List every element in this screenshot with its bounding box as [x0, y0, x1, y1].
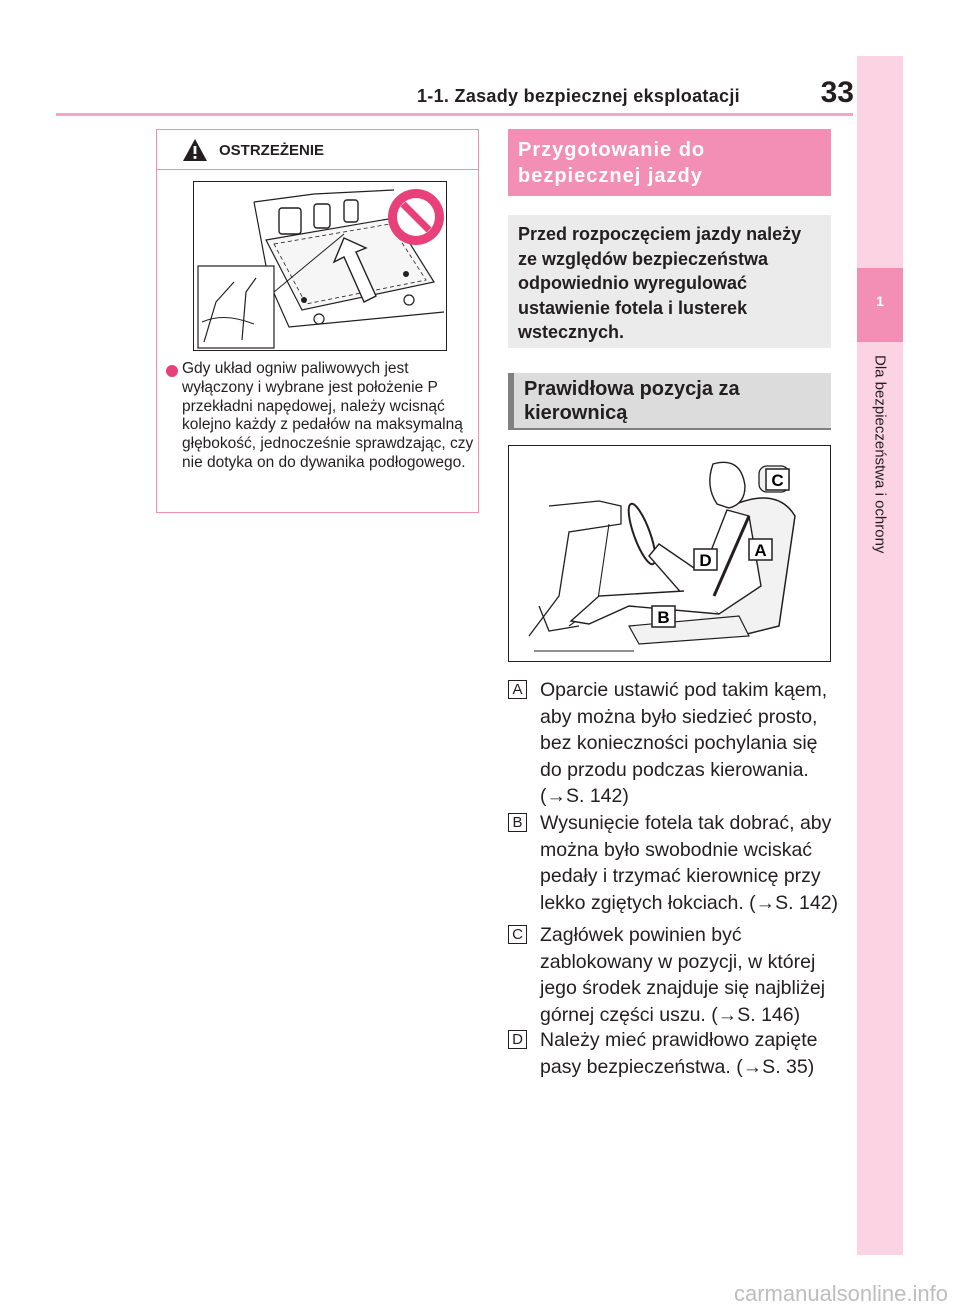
item-text: Wysunięcie fotela tak dobrać, aby można było swobodnie wciskać pedały i trzymać kierownicę przy lekko zgiętych łokciach. (→S. 142) — [540, 812, 839, 914]
item-letter: A — [508, 680, 527, 699]
subsection-heading: Prawidłowa pozycja za kierownicą — [508, 373, 831, 430]
item-letter: C — [508, 925, 527, 944]
item-text: Oparcie ustawić pod takim kąem, aby można było siedzieć prosto, bez konieczności pochylania się do przodu podczas kierowania. (→S. 142) — [540, 679, 828, 807]
warning-box — [156, 129, 479, 513]
chapter-side-strip — [857, 56, 903, 1255]
warning-header — [157, 130, 478, 170]
section-heading: Przygotowanie do bezpiecznej jazdy — [508, 129, 831, 196]
figure-label-d: D — [699, 551, 712, 570]
watermark: carmanualsonline.info — [733, 1281, 948, 1306]
figure-label-b: B — [657, 608, 670, 627]
warning-triangle-icon — [182, 138, 208, 162]
bullet-dot — [166, 365, 178, 377]
item-text: Należy mieć prawidłowo zapięte pasy bezpieczeństwa. (→S. 35) — [540, 1029, 818, 1078]
page-number: 33 — [820, 76, 854, 109]
chapter-title-wrap — [857, 355, 903, 605]
item-letter: B — [508, 813, 527, 832]
item-text: Zagłówek powinien być zablokowany w pozycji, w której jego środek znajduje się najbliżej górnej części uszu. (→S. 146) — [540, 924, 826, 1026]
warning-text: Gdy układ ogniw paliwowych jest wyłączony i wybrane jest położenie P przekładni napędowej, należy wcisnąć kolejno każdy z pedałów na maksymalną głębokość, jednocześnie sprawdzając, czy nie dotyka on do dywanika podłogowego. — [182, 360, 474, 471]
figure-label-c: C — [771, 471, 784, 490]
warning-title: OSTRZEŻENIE — [219, 142, 325, 159]
driving-position-illustration — [508, 445, 831, 662]
chapter-title: Dla bezpieczeństwa i ochrony — [871, 355, 889, 554]
header-rule — [56, 113, 853, 116]
chapter-tab-number: 1 — [876, 293, 884, 309]
running-header-section: 1-1. Zasady bezpiecznej eksploatacji — [417, 86, 740, 106]
pedal-floor-mat-illustration — [193, 181, 447, 351]
item-letter: D — [508, 1030, 527, 1049]
intro-box: Przed rozpoczęciem jazdy należy ze względów bezpieczeństwa odpowiednio wyregulować ustawienie fotela i lusterek wstecznych. — [508, 215, 831, 348]
figure-label-a: A — [754, 541, 767, 560]
